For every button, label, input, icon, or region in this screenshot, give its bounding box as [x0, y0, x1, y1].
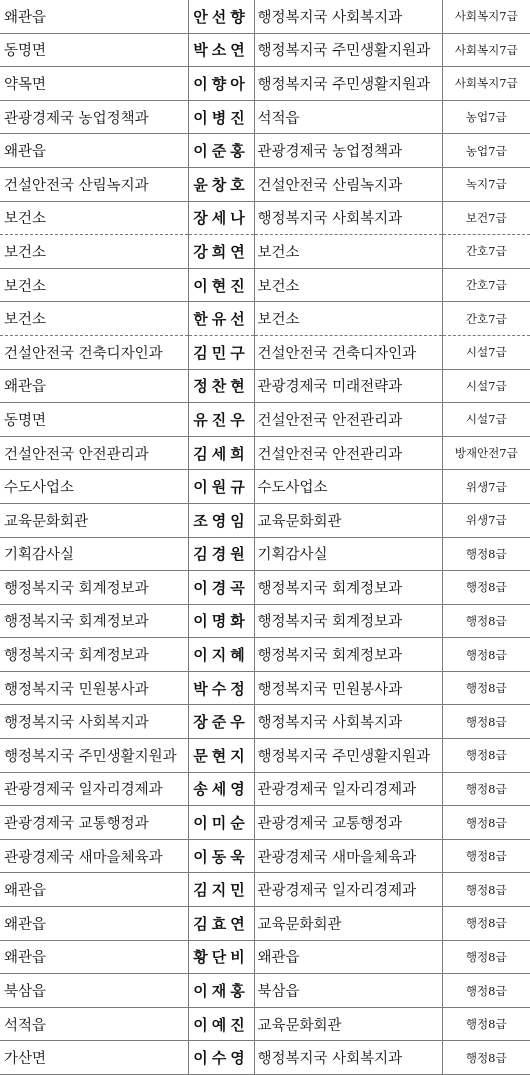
job-grade-cell: 농업7급 [442, 134, 530, 168]
to-department-cell: 교육문화회관 [254, 907, 442, 941]
job-grade-cell: 농업7급 [442, 100, 530, 134]
table-row [0, 638, 530, 672]
to-department-cell: 행정복지국 회계정보과 [254, 571, 442, 605]
table-row [0, 940, 530, 974]
from-department-cell: 보건소 [0, 302, 188, 336]
employee-name-cell: 이예진 [188, 1007, 254, 1041]
job-grade-cell: 사회복지7급 [442, 33, 530, 67]
job-grade-cell: 행정8급 [442, 1041, 530, 1075]
job-grade-cell: 시설7급 [442, 369, 530, 403]
table-row [0, 0, 530, 33]
employee-name-cell: 이재홍 [188, 974, 254, 1008]
from-department-cell: 왜관읍 [0, 940, 188, 974]
job-grade-cell: 행정8급 [442, 772, 530, 806]
job-grade-cell: 행정8급 [442, 907, 530, 941]
employee-name-cell: 송세영 [188, 772, 254, 806]
from-department-cell: 관광경제국 교통행정과 [0, 806, 188, 840]
to-department-cell: 건설안전국 안전관리과 [254, 403, 442, 437]
job-grade-cell: 행정8급 [442, 839, 530, 873]
to-department-cell: 관광경제국 새마을체육과 [254, 839, 442, 873]
from-department-cell: 보건소 [0, 268, 188, 302]
job-grade-cell: 행정8급 [442, 974, 530, 1008]
from-department-cell: 왜관읍 [0, 907, 188, 941]
employee-name-cell: 정찬현 [188, 369, 254, 403]
job-grade-cell: 행정8급 [442, 705, 530, 739]
table-row [0, 470, 530, 504]
from-department-cell: 건설안전국 안전관리과 [0, 436, 188, 470]
job-grade-cell: 행정8급 [442, 739, 530, 773]
employee-name-cell: 이향아 [188, 67, 254, 101]
from-department-cell: 왜관읍 [0, 0, 188, 33]
table-row [0, 772, 530, 806]
job-grade-cell: 행정8급 [442, 604, 530, 638]
to-department-cell: 기획감사실 [254, 537, 442, 571]
to-department-cell: 건설안전국 건축디자인과 [254, 335, 442, 369]
table-row [0, 974, 530, 1008]
employee-name-cell: 이경곡 [188, 571, 254, 605]
from-department-cell: 관광경제국 새마을체육과 [0, 839, 188, 873]
from-department-cell: 보건소 [0, 235, 188, 269]
to-department-cell: 행정복지국 회계정보과 [254, 604, 442, 638]
employee-name-cell: 박수정 [188, 671, 254, 705]
employee-name-cell: 박소연 [188, 33, 254, 67]
to-department-cell: 행정복지국 회계정보과 [254, 638, 442, 672]
from-department-cell: 행정복지국 사회복지과 [0, 705, 188, 739]
from-department-cell: 행정복지국 회계정보과 [0, 604, 188, 638]
job-grade-cell: 행정8급 [442, 873, 530, 907]
job-grade-cell: 간호7급 [442, 235, 530, 269]
job-grade-cell: 간호7급 [442, 268, 530, 302]
to-department-cell: 행정복지국 주민생활지원과 [254, 739, 442, 773]
employee-name-cell: 김지민 [188, 873, 254, 907]
employee-name-cell: 이미순 [188, 806, 254, 840]
table-row [0, 537, 530, 571]
from-department-cell: 행정복지국 회계정보과 [0, 571, 188, 605]
employee-name-cell: 한유선 [188, 302, 254, 336]
table-row [0, 134, 530, 168]
job-grade-cell: 시설7급 [442, 335, 530, 369]
employee-name-cell: 김세희 [188, 436, 254, 470]
to-department-cell: 왜관읍 [254, 940, 442, 974]
employee-name-cell: 김효연 [188, 907, 254, 941]
job-grade-cell: 위생7급 [442, 470, 530, 504]
from-department-cell: 행정복지국 주민생활지원과 [0, 739, 188, 773]
to-department-cell: 행정복지국 주민생활지원과 [254, 33, 442, 67]
table-row [0, 671, 530, 705]
employee-name-cell: 이원규 [188, 470, 254, 504]
from-department-cell: 행정복지국 회계정보과 [0, 638, 188, 672]
table-row [0, 100, 530, 134]
table-row [0, 907, 530, 941]
to-department-cell: 보건소 [254, 268, 442, 302]
from-department-cell: 동명면 [0, 403, 188, 437]
to-department-cell: 보건소 [254, 302, 442, 336]
job-grade-cell: 행정8급 [442, 638, 530, 672]
to-department-cell: 행정복지국 사회복지과 [254, 201, 442, 235]
to-department-cell: 북삼읍 [254, 974, 442, 1008]
table-row [0, 806, 530, 840]
from-department-cell: 가산면 [0, 1041, 188, 1075]
to-department-cell: 석적읍 [254, 100, 442, 134]
from-department-cell: 수도사업소 [0, 470, 188, 504]
to-department-cell: 행정복지국 주민생활지원과 [254, 67, 442, 101]
employee-name-cell: 유진우 [188, 403, 254, 437]
from-department-cell: 관광경제국 일자리경제과 [0, 772, 188, 806]
table-row [0, 235, 530, 269]
to-department-cell: 수도사업소 [254, 470, 442, 504]
table-row [0, 873, 530, 907]
employee-name-cell: 안선향 [188, 0, 254, 33]
job-grade-cell: 행정8급 [442, 537, 530, 571]
from-department-cell: 동명면 [0, 33, 188, 67]
to-department-cell: 교육문화회관 [254, 503, 442, 537]
employee-name-cell: 황단비 [188, 940, 254, 974]
table-row [0, 1041, 530, 1075]
employee-name-cell: 이지혜 [188, 638, 254, 672]
table-row [0, 369, 530, 403]
table-row [0, 33, 530, 67]
from-department-cell: 약목면 [0, 67, 188, 101]
table-row [0, 1007, 530, 1041]
job-grade-cell: 행정8급 [442, 571, 530, 605]
from-department-cell: 왜관읍 [0, 134, 188, 168]
employee-name-cell: 이명화 [188, 604, 254, 638]
to-department-cell: 관광경제국 일자리경제과 [254, 772, 442, 806]
from-department-cell: 교육문화회관 [0, 503, 188, 537]
job-grade-cell: 시설7급 [442, 403, 530, 437]
employee-name-cell: 이현진 [188, 268, 254, 302]
job-grade-cell: 행정8급 [442, 1007, 530, 1041]
from-department-cell: 왜관읍 [0, 369, 188, 403]
from-department-cell: 왜관읍 [0, 873, 188, 907]
job-grade-cell: 보건7급 [442, 201, 530, 235]
employee-name-cell: 윤창호 [188, 167, 254, 201]
table-row [0, 739, 530, 773]
job-grade-cell: 녹지7급 [442, 167, 530, 201]
from-department-cell: 관광경제국 농업정책과 [0, 100, 188, 134]
to-department-cell: 행정복지국 사회복지과 [254, 705, 442, 739]
table-row [0, 436, 530, 470]
employee-name-cell: 이동욱 [188, 839, 254, 873]
to-department-cell: 행정복지국 사회복지과 [254, 1041, 442, 1075]
employee-name-cell: 이병진 [188, 100, 254, 134]
employee-name-cell: 김경원 [188, 537, 254, 571]
to-department-cell: 교육문화회관 [254, 1007, 442, 1041]
from-department-cell: 보건소 [0, 201, 188, 235]
table-row [0, 67, 530, 101]
to-department-cell: 보건소 [254, 235, 442, 269]
table-row [0, 571, 530, 605]
employee-name-cell: 장세나 [188, 201, 254, 235]
job-grade-cell: 사회복지7급 [442, 67, 530, 101]
job-grade-cell: 행정8급 [442, 940, 530, 974]
employee-name-cell: 문현지 [188, 739, 254, 773]
table-row [0, 503, 530, 537]
job-grade-cell: 방재안전7급 [442, 436, 530, 470]
job-grade-cell: 행정8급 [442, 806, 530, 840]
table-row [0, 604, 530, 638]
to-department-cell: 건설안전국 안전관리과 [254, 436, 442, 470]
employee-name-cell: 강희연 [188, 235, 254, 269]
to-department-cell: 행정복지국 사회복지과 [254, 0, 442, 33]
table-row [0, 839, 530, 873]
employee-name-cell: 조영임 [188, 503, 254, 537]
job-grade-cell: 간호7급 [442, 302, 530, 336]
job-grade-cell: 사회복지7급 [442, 0, 530, 33]
to-department-cell: 건설안전국 산림녹지과 [254, 167, 442, 201]
table-row [0, 705, 530, 739]
from-department-cell: 행정복지국 민원봉사과 [0, 671, 188, 705]
from-department-cell: 건설안전국 건축디자인과 [0, 335, 188, 369]
from-department-cell: 기획감사실 [0, 537, 188, 571]
job-grade-cell: 행정8급 [442, 671, 530, 705]
employee-name-cell: 이수영 [188, 1041, 254, 1075]
table-row [0, 268, 530, 302]
job-grade-cell: 위생7급 [442, 503, 530, 537]
table-row [0, 403, 530, 437]
table-row [0, 167, 530, 201]
to-department-cell: 관광경제국 일자리경제과 [254, 873, 442, 907]
employee-name-cell: 김민구 [188, 335, 254, 369]
to-department-cell: 행정복지국 민원봉사과 [254, 671, 442, 705]
table-row [0, 335, 530, 369]
table-row [0, 302, 530, 336]
from-department-cell: 석적읍 [0, 1007, 188, 1041]
table-row [0, 201, 530, 235]
from-department-cell: 건설안전국 산림녹지과 [0, 167, 188, 201]
employee-name-cell: 이준홍 [188, 134, 254, 168]
to-department-cell: 관광경제국 교통행정과 [254, 806, 442, 840]
to-department-cell: 관광경제국 미래전략과 [254, 369, 442, 403]
to-department-cell: 관광경제국 농업정책과 [254, 134, 442, 168]
employee-name-cell: 장준우 [188, 705, 254, 739]
from-department-cell: 북삼읍 [0, 974, 188, 1008]
